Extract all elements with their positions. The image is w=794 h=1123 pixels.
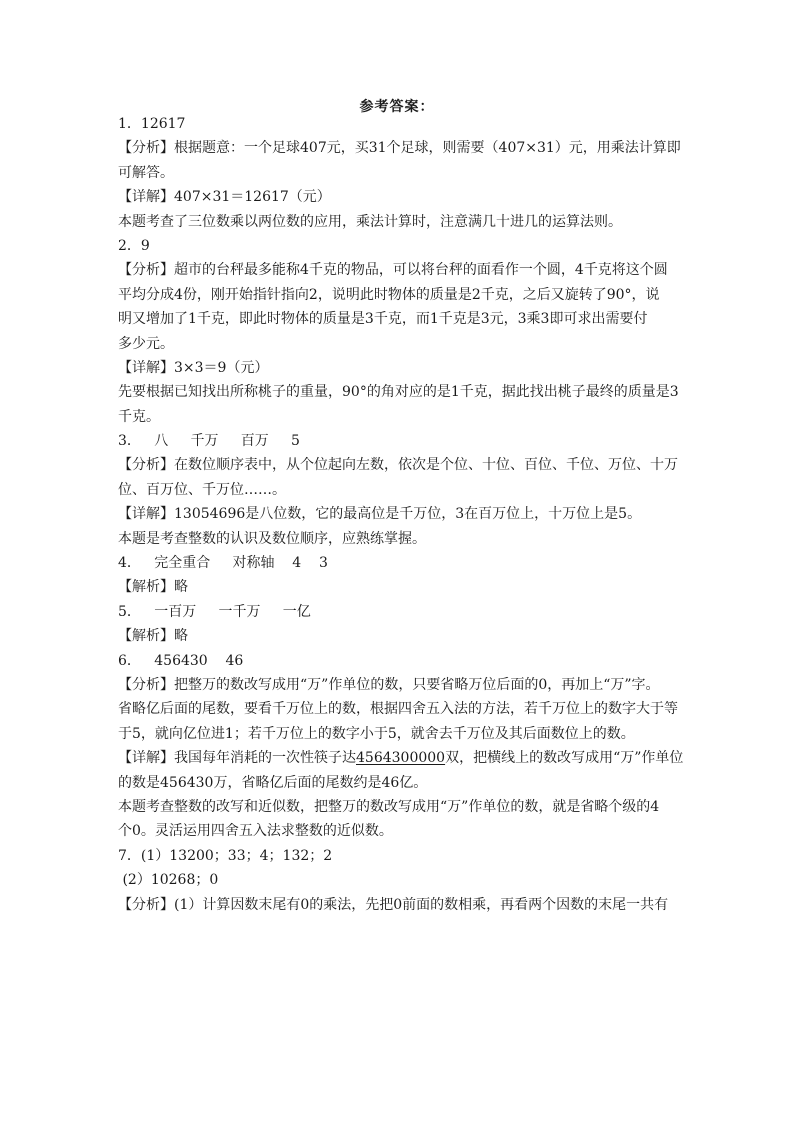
answer-line: 4． 完全重合 对称轴 4 3 bbox=[118, 555, 328, 572]
answer-line: 【分析】把整万的数改写成用“万”作单位的数，只要省略万位后面的0，再加上“万”字。 bbox=[118, 676, 660, 693]
answer-line: 7．(1）13200；33；4；132；2 bbox=[118, 847, 333, 864]
answer-line: 【详解】我国每年消耗的一次性筷子达4564300000双，把横线上的数改写成用“万”作单位 bbox=[118, 750, 684, 767]
answer-line: 本题考查整数的改写和近似数，把整万的数改写成用“万”作单位的数，就是省略个级的4 bbox=[118, 798, 660, 815]
answer-line: 个0。灵活运用四舍五入法求整数的近似数。 bbox=[118, 823, 393, 840]
answer-line: 【详解】13054696是八位数，它的最高位是千万位，3在百万位上，十万位上是5。 bbox=[118, 506, 642, 523]
answer-line: 1．12617 bbox=[118, 116, 186, 132]
answer-line: 3． 八 千万 百万 5 bbox=[118, 433, 300, 450]
underlined-number: 4564300000 bbox=[356, 750, 446, 767]
answer-line: 明又增加了1千克，即此时物体的质量是3千克，而1千克是3元，3乘3即可求出需要付 bbox=[118, 311, 648, 328]
answer-line: 【解析】略 bbox=[118, 628, 188, 645]
answer-content bbox=[118, 112, 684, 917]
answer-line: 5． 一百万 一千万 一亿 bbox=[118, 603, 311, 620]
answer-line: 【分析】超市的台秤最多能称4千克的物品，可以将台秤的面看作一个圆，4千克将这个圆 bbox=[118, 262, 668, 279]
answer-line: 省略亿后面的尾数，要看千万位上的数，根据四舍五入法的方法，若千万位上的数字大于等 bbox=[118, 701, 678, 718]
answer-line: 【详解】3×3＝9（元） bbox=[118, 359, 269, 376]
answer-line: 2．9 bbox=[118, 237, 150, 254]
answer-line: 本题是考查整数的认识及数位顺序，应熟练掌握。 bbox=[118, 530, 426, 547]
answer-line: 可解答。 bbox=[118, 164, 174, 181]
answer-line: 平均分成4份，刚开始指针指向2，说明此时物体的质量是2千克，之后又旋转了90°，说 bbox=[118, 286, 660, 303]
answer-line: 【解析】略 bbox=[118, 579, 188, 596]
answer-line: 位、百万位、千万位……。 bbox=[118, 481, 286, 498]
answer-line: 多少元。 bbox=[118, 335, 174, 352]
answer-line: 【分析】在数位顺序表中，从个位起向左数，依次是个位、十位、百位、千位、万位、十万 bbox=[118, 457, 678, 474]
answer-line: 【分析】(1）计算因数末尾有0的乘法，先把0前面的数相乘，再看两个因数的末尾一共有 bbox=[118, 896, 669, 913]
answer-line: 本题考查了三位数乘以两位数的应用，乘法计算时，注意满几十进几的运算法则。 bbox=[118, 213, 622, 230]
page-title: 参考答案： bbox=[359, 99, 435, 115]
answer-line: (2）10268；0 bbox=[118, 872, 219, 889]
answer-line: 6． 456430 46 bbox=[118, 652, 244, 669]
answer-line: 【详解】407×31＝12617（元） bbox=[118, 189, 331, 206]
answer-line: 千克。 bbox=[118, 408, 160, 425]
answer-line: 【分析】根据题意：一个足球407元，买31个足球，则需要（407×31）元，用乘法计算即 bbox=[118, 140, 681, 157]
answer-line: 的数是456430万，省略亿后面的尾数约是46亿。 bbox=[118, 774, 428, 791]
answer-line: 于5，就向亿位进1；若千万位上的数字小于5，就舍去千万位及其后面数位上的数。 bbox=[118, 725, 635, 742]
answer-line: 先要根据已知找出所称桃子的重量，90°的角对应的是1千克，据此找出桃子最终的质量是3 bbox=[118, 384, 679, 401]
